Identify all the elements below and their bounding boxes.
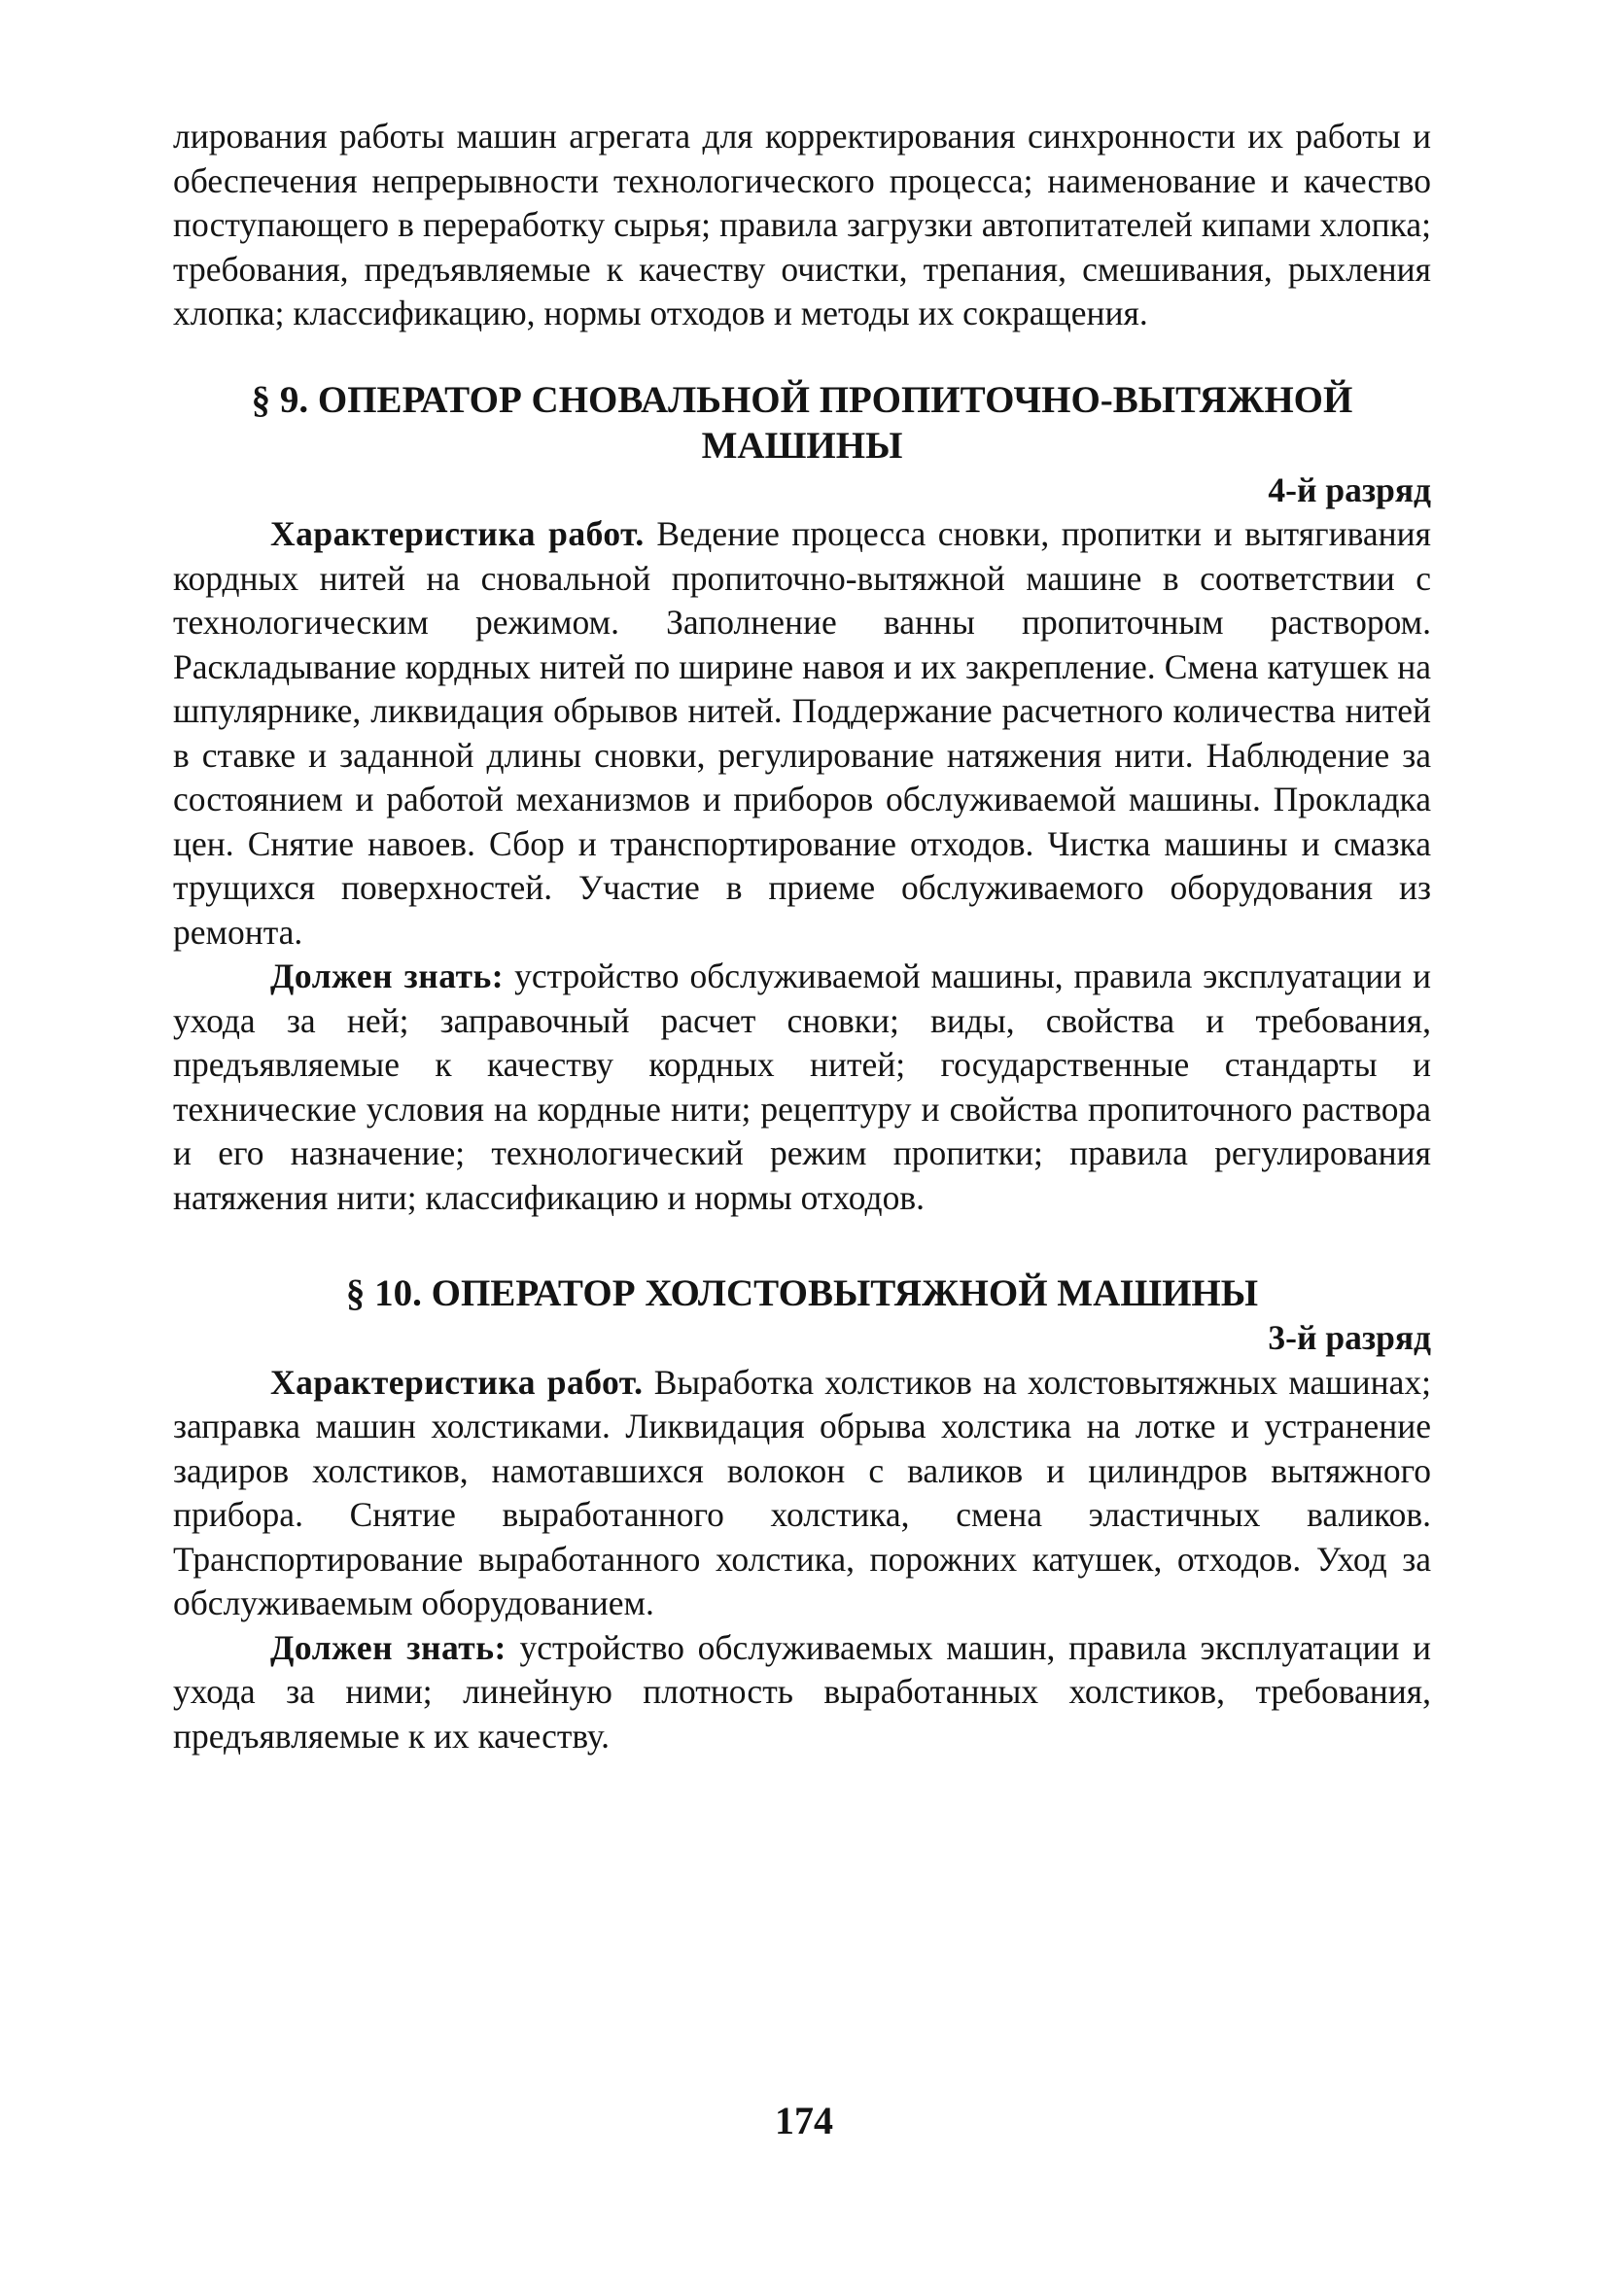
- section-title: § 9. ОПЕРАТОР СНОВАЛЬНОЙ ПРОПИТОЧНО-ВЫТЯЖНОЙ МАШИНЫ: [251, 378, 1353, 467]
- knowledge-label: Должен знать:: [270, 1627, 507, 1667]
- intro-paragraph: лирования работы машин агрегата для корректирования синхронности их работы и обеспечения непрерывности технологического процесса; наименование и качество поступающего в переработку сырья; правила загрузки автопитателей кипами хлопка; требования, предъявляемые к качеству очистки, трепания, смешивания, рыхления хлопка; классификацию, нормы отходов и методы их сокращения.: [173, 117, 1431, 332]
- section-title: § 10. ОПЕРАТОР ХОЛСТОВЫТЯЖНОЙ МАШИНЫ: [345, 1272, 1259, 1314]
- section-9: [173, 377, 1431, 1221]
- characteristics-paragraph: [173, 1361, 1431, 1626]
- characteristics-paragraph: [173, 512, 1431, 955]
- page-body: [173, 115, 1431, 1758]
- characteristics-label: Характеристика работ.: [270, 514, 645, 553]
- knowledge-paragraph: [173, 1626, 1431, 1759]
- section-10: [173, 1270, 1431, 1758]
- knowledge-label: Должен знать:: [270, 957, 505, 995]
- grade-label: 4-й разряд: [1268, 470, 1431, 509]
- grade-label: 3-й разряд: [1268, 1318, 1431, 1357]
- characteristics-label: Характеристика работ.: [270, 1362, 644, 1402]
- knowledge-text: устройство обслуживаемых машин, правила эксплуатации и ухода за ними; линейную плотность выработанных холстиков, требования, предъявляемые к их качеству.: [173, 1627, 1432, 1756]
- page-number: 174: [775, 2099, 833, 2142]
- characteristics-text: Выработка холстиков на холстовытяжных машинах; заправка машин холстиками. Ликвидация обрыва холстика на лотке и устранение задиров холстиков, намотавшихся волокон с валиков и цилиндров вытяжного прибора. Снятие выработанного холстика, смена эластичных валиков. Транспортирование выработанного холстика, порожних катушек, отходов. Уход за обслуживаемым оборудованием.: [173, 1362, 1432, 1622]
- characteristics-text: Ведение процесса сновки, пропитки и вытягивания кордных нитей на сновальной пропиточно-вытяжной машине в соответствии с технологическим режимом. Заполнение ванны пропиточным раствором. Раскладывание кордных нитей по ширине навоя и их закрепление. Смена катушек на шпулярнике, ликвидация обрывов нитей. Поддержание расчетного количества нитей в ставке и заданной длины сновки, регулирование натяжения нити. Наблюдение за состоянием и работой механизмов и приборов обслуживаемой машины. Прокладка цен. Снятие навоев. Сбор и транспортирование отходов. Чистка машины и смазка трущихся поверхностей. Участие в приеме обслуживаемого оборудования из ремонта.: [173, 514, 1431, 952]
- knowledge-paragraph: [173, 955, 1431, 1220]
- knowledge-text: устройство обслуживаемой машины, правила эксплуатации и ухода за ней; заправочный расчет сновки; виды, свойства и требования, предъявляемые к качеству кордных нитей; государственные стандарты и технические условия на кордные нити; рецептуру и свойства пропиточного раствора и его назначение; технологический режим пропитки; правила регулирования натяжения нити; классификацию и нормы отходов.: [173, 957, 1431, 1217]
